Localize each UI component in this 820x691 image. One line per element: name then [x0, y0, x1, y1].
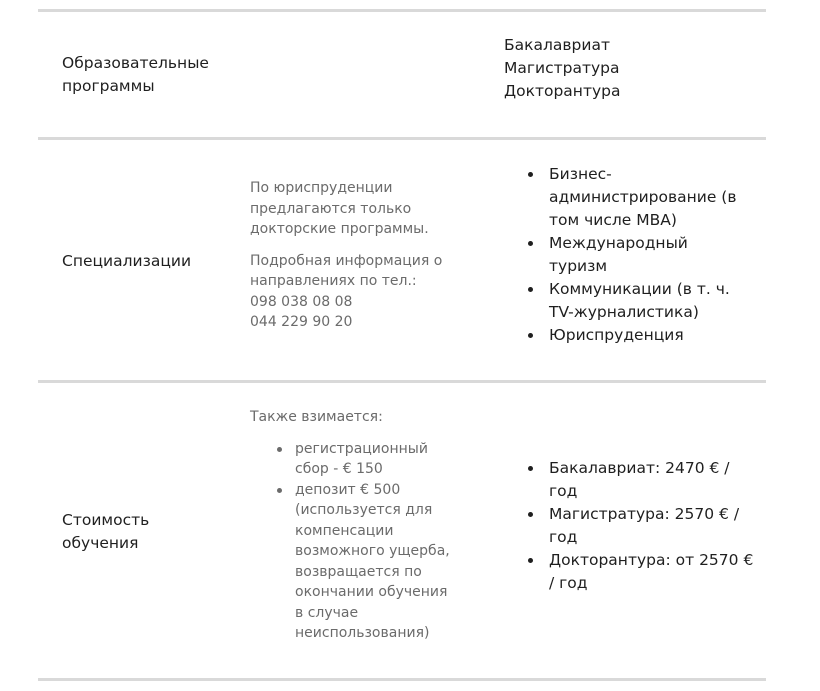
- phone-number: 098 038 08 08: [250, 293, 353, 310]
- bullet-icon: [528, 512, 533, 517]
- specializations-list: [522, 163, 736, 347]
- table-divider-top: [38, 9, 766, 12]
- law-note: По юриспруденции предлагаются только докторские программы.: [250, 180, 429, 237]
- table-divider-bottom: [38, 678, 766, 681]
- phone-number: 044 229 90 20: [250, 314, 353, 330]
- specializations-label: Специализации: [62, 252, 192, 270]
- program-bachelor: Бакалавриат: [504, 36, 610, 54]
- bullet-icon: [277, 447, 282, 452]
- program-doctorate: Докторантура: [504, 82, 621, 100]
- bullet-icon: [528, 466, 533, 471]
- specializations-note: [250, 178, 442, 333]
- programs-label: Образовательные программы: [62, 54, 209, 95]
- table-divider: [38, 380, 766, 383]
- bullet-icon: [528, 241, 533, 246]
- contact-note: Подробная информация о направлениях по тел.: 098 038 08 08 044 229 90 20: [250, 251, 442, 333]
- list-item: Докторантура: от 2570 € / год: [522, 549, 753, 595]
- list-item: депозит € 500 (используется для компенсации возможного ущерба, возвращается по окончании обучения в случае неиспользования): [250, 480, 450, 644]
- bullet-icon: [277, 488, 282, 493]
- list-item: Бакалавриат: 2470 € / год: [522, 457, 753, 503]
- bullet-icon: [528, 287, 533, 292]
- list-item: Юриспруденция: [522, 324, 736, 347]
- list-item: Магистратура: 2570 € / год: [522, 503, 753, 549]
- list-item: Коммуникации (в т. ч. TV-журналистика): [522, 278, 736, 324]
- bullet-icon: [528, 333, 533, 338]
- list-item: Международный туризм: [522, 232, 736, 278]
- list-item: регистрационный сбор - € 150: [250, 439, 450, 480]
- cost-fees-note: [250, 407, 450, 644]
- bullet-icon: [528, 172, 533, 177]
- cost-list: [522, 457, 753, 595]
- list-item: Бизнес- администрирование (в том числе МВА): [522, 163, 736, 232]
- fees-title: Также взимается:: [250, 409, 383, 425]
- programs-list: [504, 34, 620, 103]
- bullet-icon: [528, 558, 533, 563]
- program-master: Магистратура: [504, 59, 620, 77]
- cost-label: Стоимость обучения: [62, 511, 150, 552]
- table-divider: [38, 137, 766, 140]
